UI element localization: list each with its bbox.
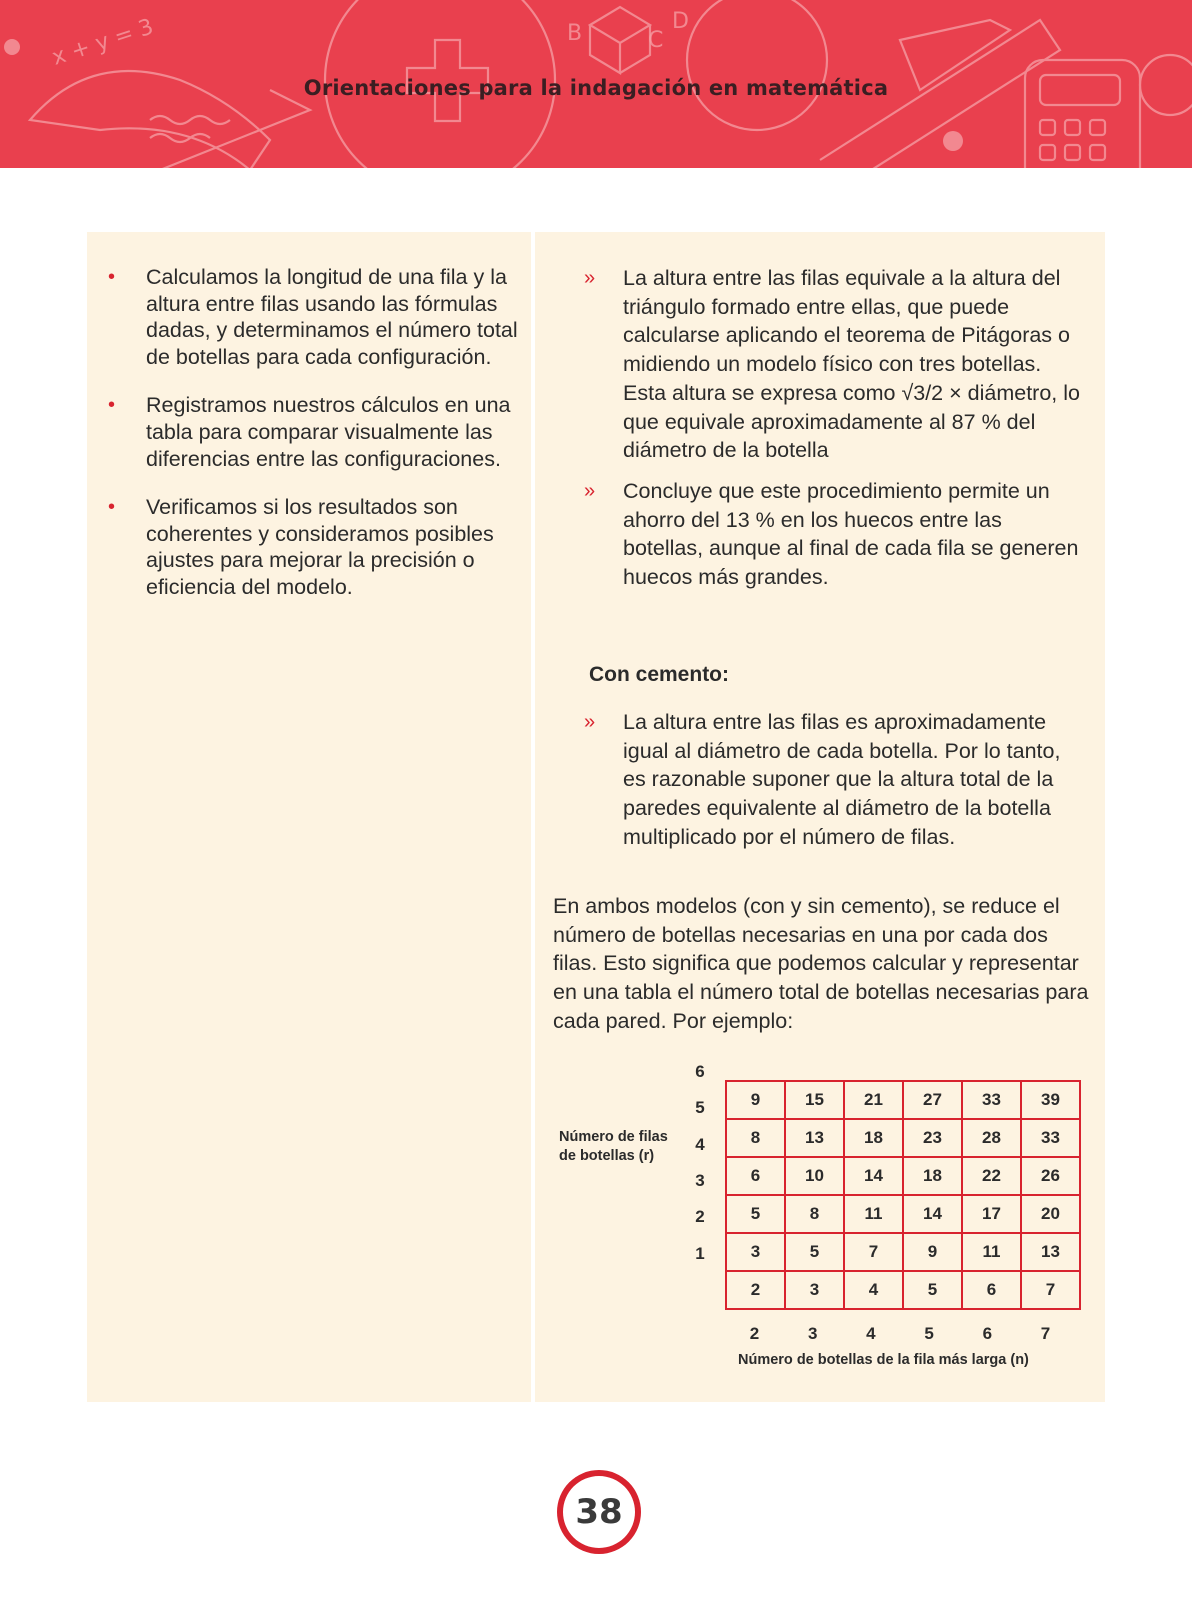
table-cell: 2 [726, 1271, 785, 1309]
svg-text:x + y = 3: x + y = 3 [49, 14, 157, 71]
column-label: 5 [924, 1324, 934, 1343]
table-cell: 3 [726, 1233, 785, 1271]
row-label: 6 [695, 1062, 705, 1081]
table-cell: 33 [1021, 1119, 1080, 1157]
table-cell: 7 [844, 1233, 903, 1271]
column-label: 7 [1040, 1324, 1051, 1343]
table-row [726, 1271, 1080, 1309]
header-title: Orientaciones para la indagación en matemática [303, 76, 889, 100]
table-cell: 22 [962, 1157, 1021, 1195]
row-label: 1 [695, 1243, 705, 1263]
list-item: • Registramos nuestros cálculos en una tabla para comparar visualmente las diferencias entre las configuraciones. [108, 393, 511, 471]
table-cell: 26 [1021, 1157, 1080, 1195]
body-paragraph: En ambos modelos (con y sin cemento), se reduce el número de botellas necesarias en una por cada dos filas. Esto significa que podemos calcular y representar en una tabla el número total de botellas necesarias para cada pared. Por ejemplo: [553, 894, 1089, 1033]
column-axis-label: Número de botellas de la fila más larga (n) [738, 1352, 1029, 1368]
bottles-table-figure [540, 1060, 1100, 1368]
column-label: 3 [807, 1324, 818, 1343]
table-cell: 18 [844, 1119, 903, 1157]
table-cell: 39 [1021, 1081, 1080, 1119]
double-chevron-icon: » [584, 479, 596, 502]
table-cell: 11 [962, 1233, 1021, 1271]
column-label: 2 [749, 1324, 760, 1343]
bottles-table [725, 1080, 1081, 1310]
table-cell: 4 [844, 1271, 903, 1309]
table-cell: 13 [1021, 1233, 1080, 1271]
column-label: 6 [982, 1324, 993, 1343]
bullet-icon: • [108, 394, 116, 417]
table-cell: 10 [785, 1157, 844, 1195]
bullet-icon: • [108, 266, 116, 288]
list-item: • Verificamos si los resultados son coherentes y consideramos posibles ajustes para mejorar la precisión o eficiencia del modelo. [108, 495, 494, 599]
table-row [726, 1157, 1080, 1195]
column-label: 4 [866, 1324, 876, 1343]
table-cell: 18 [903, 1157, 962, 1195]
table-cell: 6 [962, 1271, 1021, 1309]
table-row [726, 1119, 1080, 1157]
table-cell: 23 [903, 1119, 962, 1157]
svg-text:D: D [672, 9, 689, 34]
list-item: » Concluye que este procedimiento permite un ahorro del 13 % en los huecos entre las botellas, aunque al final de cada fila se generen huecos más grandes. [584, 478, 1079, 590]
table-cell: 20 [1021, 1195, 1080, 1233]
table-cell: 33 [962, 1081, 1021, 1119]
table-row [726, 1081, 1080, 1119]
table-cell: 8 [785, 1195, 844, 1233]
table-cell: 14 [903, 1195, 962, 1233]
table-cell: 5 [785, 1233, 844, 1271]
row-label: 2 [695, 1207, 705, 1227]
right-list-con-cemento [584, 708, 1084, 852]
subheading-con-cemento: Con cemento: [589, 663, 730, 686]
table-cell: 14 [844, 1157, 903, 1195]
list-item: • Calculamos la longitud de una fila y la altura entre filas usando las fórmulas dadas, y determinamos el número total de botellas para cada configuración. [108, 265, 518, 369]
table-cell: 8 [726, 1119, 785, 1157]
table-cell: 27 [903, 1081, 962, 1119]
bullet-icon: • [108, 496, 116, 519]
table-cell: 9 [903, 1233, 962, 1271]
table-cell: 15 [785, 1081, 844, 1119]
table-cell: 21 [844, 1081, 903, 1119]
double-chevron-icon: » [584, 267, 596, 289]
left-bullet-list [108, 264, 528, 623]
table-cell: 7 [1021, 1271, 1080, 1309]
page-number: 38 [557, 1470, 641, 1554]
table-cell: 9 [726, 1081, 785, 1119]
table-row [726, 1195, 1080, 1233]
row-axis-label: Número de filas de botellas (r) [559, 1129, 668, 1164]
table-cell: 5 [903, 1271, 962, 1309]
right-list-sin-cemento [584, 264, 1084, 604]
table-cell: 6 [726, 1157, 785, 1195]
table-cell: 28 [962, 1119, 1021, 1157]
row-label: 5 [695, 1098, 705, 1118]
list-item: » La altura entre las filas equivale a la altura del triángulo formado entre ellas, que puede calcularse aplicando el teorema de Pitágoras o midiendo un modelo físico con tres botellas. Esta altura se expresa como √3/2 × diámetro, lo que equivale aproximadamente al 87 % del diámetro de la botella [584, 266, 1080, 463]
table-cell: 13 [785, 1119, 844, 1157]
double-chevron-icon: » [584, 711, 596, 733]
row-label: 4 [695, 1134, 705, 1154]
table-cell: 5 [726, 1195, 785, 1233]
svg-text:B: B [567, 21, 583, 46]
table-cell: 17 [962, 1195, 1021, 1233]
page-header [0, 0, 1192, 168]
table-cell: 11 [844, 1195, 903, 1233]
table-cell: 3 [785, 1271, 844, 1309]
row-label: 3 [695, 1170, 705, 1190]
list-item: » La altura entre las filas es aproximadamente igual al diámetro de cada botella. Por lo tanto, es razonable suponer que la altura total de la paredes equivalente al diámetro de la botella multiplicado por el número de filas. [584, 710, 1061, 849]
table-row [726, 1233, 1080, 1271]
svg-text:C: C [648, 28, 664, 53]
